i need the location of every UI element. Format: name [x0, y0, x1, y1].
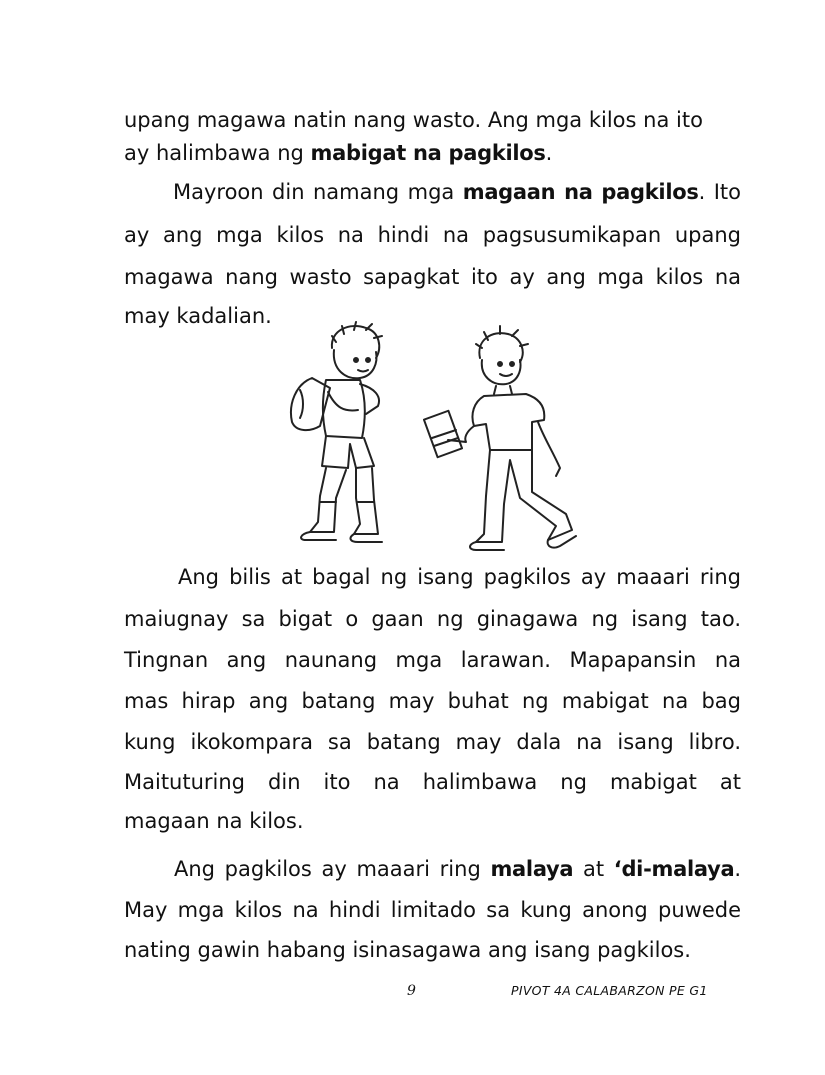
- para3-line7: magaan na kilos.: [124, 809, 304, 833]
- para3-line4: mas hirap ang batang may buhat ng mabigat na bag: [124, 689, 741, 713]
- para1-line2-text: ay halimbawa ng: [124, 141, 311, 165]
- boy-with-book: [424, 326, 576, 550]
- para4-line3: nating gawin habang isinasagawa ang isang pagkilos.: [124, 938, 691, 962]
- para1-line2: [124, 143, 741, 164]
- para2-line1: [173, 182, 741, 203]
- para4-line1: [174, 859, 741, 880]
- page-number: 9: [407, 983, 416, 999]
- para2-line1-end: . Ito: [698, 180, 741, 204]
- para2-line2: ay ang mga kilos na hindi na pagsusumikapan upang: [124, 223, 741, 247]
- para2-line3: magawa nang wasto sapagkat ito ay ang mga kilos na: [124, 265, 741, 289]
- para2-line4: may kadalian.: [124, 304, 272, 328]
- para3-line1: Ang bilis at bagal ng isang pagkilos ay maaari ring: [178, 565, 741, 589]
- term-magaan-na-pagkilos: magaan na pagkilos: [462, 180, 699, 204]
- para3-line5: kung ikokompara sa batang may dala na isang libro.: [124, 730, 741, 754]
- para4-line2: May mga kilos na hindi limitado sa kung anong puwede: [124, 898, 741, 922]
- boy-with-heavy-bag: [291, 322, 382, 542]
- term-mabigat-na-pagkilos: mabigat na pagkilos: [310, 141, 546, 165]
- para4-line1-text: Ang pagkilos ay maaari ring: [174, 857, 491, 881]
- para1-line1: upang magawa natin nang wasto. Ang mga kilos na ito: [124, 108, 703, 132]
- boys-carrying-bag-and-book-illustration: [270, 318, 600, 558]
- para3-line6: Maituturing din ito na halimbawa ng mabigat at: [124, 770, 741, 794]
- para3-line2: maiugnay sa bigat o gaan ng ginagawa ng isang tao.: [124, 607, 741, 631]
- para3-line3: Tingnan ang naunang mga larawan. Mapapansin na: [124, 648, 741, 672]
- term-di-malaya: ‘di-malaya: [613, 857, 735, 881]
- para1-line2-end: .: [545, 141, 553, 165]
- term-malaya: malaya: [490, 857, 574, 881]
- para2-line1-text: Mayroon din namang mga: [173, 180, 463, 204]
- para4-line1-end: .: [734, 857, 742, 881]
- para4-line1-mid: at: [573, 857, 614, 881]
- footer-pivot-label: PIVOT 4A CALABARZON PE G1: [511, 983, 708, 998]
